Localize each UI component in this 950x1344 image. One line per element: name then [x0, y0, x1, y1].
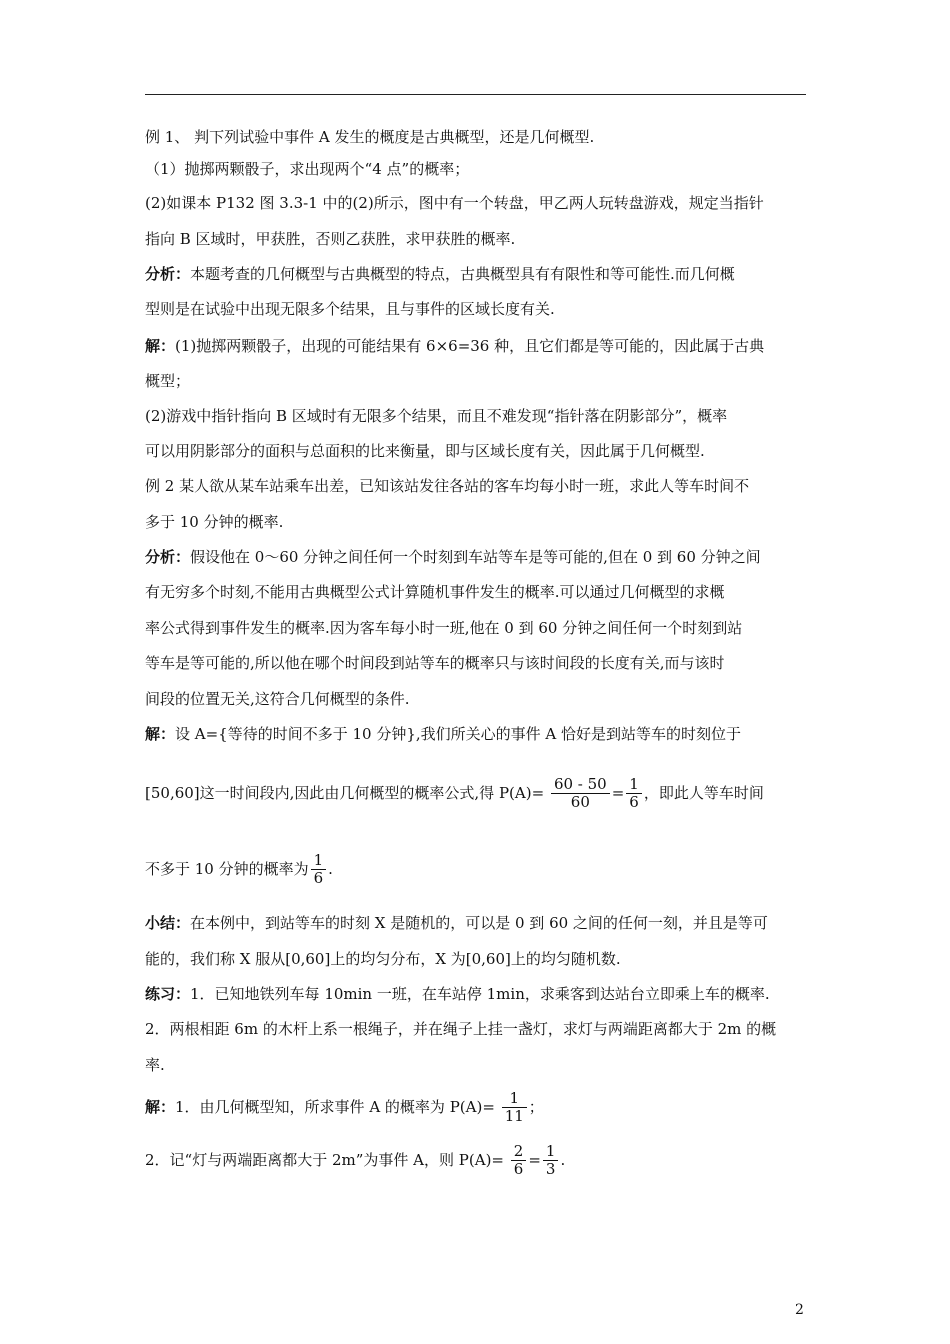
- exercise-text: 1．已知地铁列车每 10min 一班，在车站停 1min，求乘客到达站台立即乘上车的概率.: [190, 985, 770, 1003]
- solution-1-cont: 概型；: [145, 372, 191, 390]
- exercise-2-cont: 率.: [145, 1056, 165, 1074]
- equals-sign: =: [528, 1150, 541, 1169]
- formula-prefix: [50,60]这一时间段内,因此由几何概型的概率公式,得 P(A)=: [145, 783, 545, 802]
- exercise-solution-1: 解：1．由几何概型知，所求事件 A 的概率为 P(A)= $\frac{1}{11}$ ；: [145, 1089, 544, 1126]
- solution-2-formula-line: [145, 776, 815, 812]
- analysis-2-line-5: 间段的位置无关,这符合几何概型的条件.: [145, 690, 410, 708]
- equals-sign: =: [611, 783, 625, 802]
- fraction-1-over-6: $\frac{1}{6}$: [311, 852, 327, 888]
- analysis-2-line-4: 等车是等可能的,所以他在哪个时间段到站等车的概率只与该时间段的长度有关,而与该时: [145, 654, 725, 672]
- exercise-label: 练习：: [145, 985, 191, 1003]
- summary: [145, 912, 815, 934]
- header-rule: [145, 94, 806, 95]
- analysis-label: 分析：: [145, 548, 191, 566]
- page-number: 2: [795, 1302, 804, 1318]
- fraction-1-over-3: $\frac{1}{3}$: [543, 1143, 559, 1179]
- solution-label: 解：: [145, 1097, 176, 1116]
- solution-2-conclusion: 不多于 10 分钟的概率为 $\frac{1}{6}$ .: [145, 851, 333, 888]
- analysis-1: [145, 263, 815, 285]
- solution-label: 解：: [145, 337, 176, 355]
- solution-1-part-2: (2)游戏中指针指向 B 区域时有无限多个结果，而且不难发现“指针落在阴影部分”，概率: [145, 407, 728, 425]
- summary-label: 小结：: [145, 914, 191, 932]
- solution-text: 1．由几何概型知，所求事件 A 的概率为 P(A)=: [175, 1097, 495, 1116]
- conclusion-text: 不多于 10 分钟的概率为: [145, 859, 309, 878]
- exercise: [145, 983, 815, 1005]
- exercise-solution-2: 2．记“灯与两端距离都大于 2m”为事件 A，则 P(A)= $\frac{2}{6}$ = $\frac{1}{3}$ .: [145, 1142, 566, 1179]
- analysis-2-line-3: 率公式得到事件发生的概率.因为客车每小时一班,他在 0 到 60 分钟之间任何一个时刻到站: [145, 619, 743, 637]
- solution-2: [145, 723, 815, 745]
- solution-1: [145, 335, 815, 357]
- formula-suffix: ，即此人等车时间: [643, 783, 764, 802]
- solution-text: 设 A={等待的时间不多于 10 分钟},我们所关心的事件 A 恰好是到站等车的时刻位于: [175, 725, 742, 743]
- example-1-part-2-cont: 指向 B 区域时，甲获胜，否则乙获胜，求甲获胜的概率.: [145, 230, 516, 248]
- analysis-2: [145, 546, 815, 568]
- example-2-title-cont: 多于 10 分钟的概率.: [145, 513, 284, 531]
- fraction-60-50-over-60: $\frac{60 - 50}{60}$: [551, 776, 610, 812]
- solution-text: (1)抛掷两颗骰子，出现的可能结果有 6×6=36 种，且它们都是等可能的，因此属于古典: [175, 337, 765, 355]
- example-1-part-1: （1）抛掷两颗骰子，求出现两个“4 点”的概率；: [145, 160, 470, 178]
- solution-label: 解：: [145, 725, 176, 743]
- exercise-2: 2．两根相距 6m 的木杆上系一根绳子，并在绳子上挂一盏灯，求灯与两端距离都大于 2m 的概: [145, 1020, 777, 1038]
- summary-cont: 能的，我们称 X 服从[0,60]上的均匀分布，X 为[0,60]上的均匀随机数.: [145, 950, 621, 968]
- example-1-title: 例 1、 判下列试验中事件 A 发生的概度是古典概型，还是几何概型.: [145, 128, 595, 146]
- example-1-part-2: (2)如课本 P132 图 3.3-1 中的(2)所示，图中有一个转盘，甲乙两人玩转盘游戏，规定当指针: [145, 194, 764, 212]
- solution-text: 2．记“灯与两端距离都大于 2m”为事件 A，则 P(A)=: [145, 1150, 504, 1169]
- analysis-2-line-2: 有无穷多个时刻,不能用古典概型公式计算随机事件发生的概率.可以通过几何概型的求概: [145, 583, 725, 601]
- fraction-1-over-11: $\frac{1}{11}$: [502, 1090, 527, 1126]
- solution-1-part-2-cont: 可以用阴影部分的面积与总面积的比来衡量，即与区域长度有关，因此属于几何概型.: [145, 442, 705, 460]
- example-2-title: 例 2 某人欲从某车站乘车出差，已知该站发往各站的客车均每小时一班，求此人等车时间不: [145, 477, 750, 495]
- fraction-2-over-6: $\frac{2}{6}$: [511, 1143, 527, 1179]
- summary-text: 在本例中，到站等车的时刻 X 是随机的，可以是 0 到 60 之间的任何一刻，并且是等可: [190, 914, 768, 932]
- analysis-text: 假设他在 0～60 分钟之间任何一个时刻到车站等车是等可能的,但在 0 到 60 分钟之间: [190, 548, 761, 566]
- analysis-1-cont: 型则是在试验中出现无限多个结果，且与事件的区域长度有关.: [145, 300, 555, 318]
- analysis-text: 本题考查的几何概型与古典概型的特点，古典概型具有有限性和等可能性.而几何概: [190, 265, 735, 283]
- fraction-1-over-6: $\frac{1}{6}$: [626, 776, 642, 812]
- analysis-label: 分析：: [145, 265, 191, 283]
